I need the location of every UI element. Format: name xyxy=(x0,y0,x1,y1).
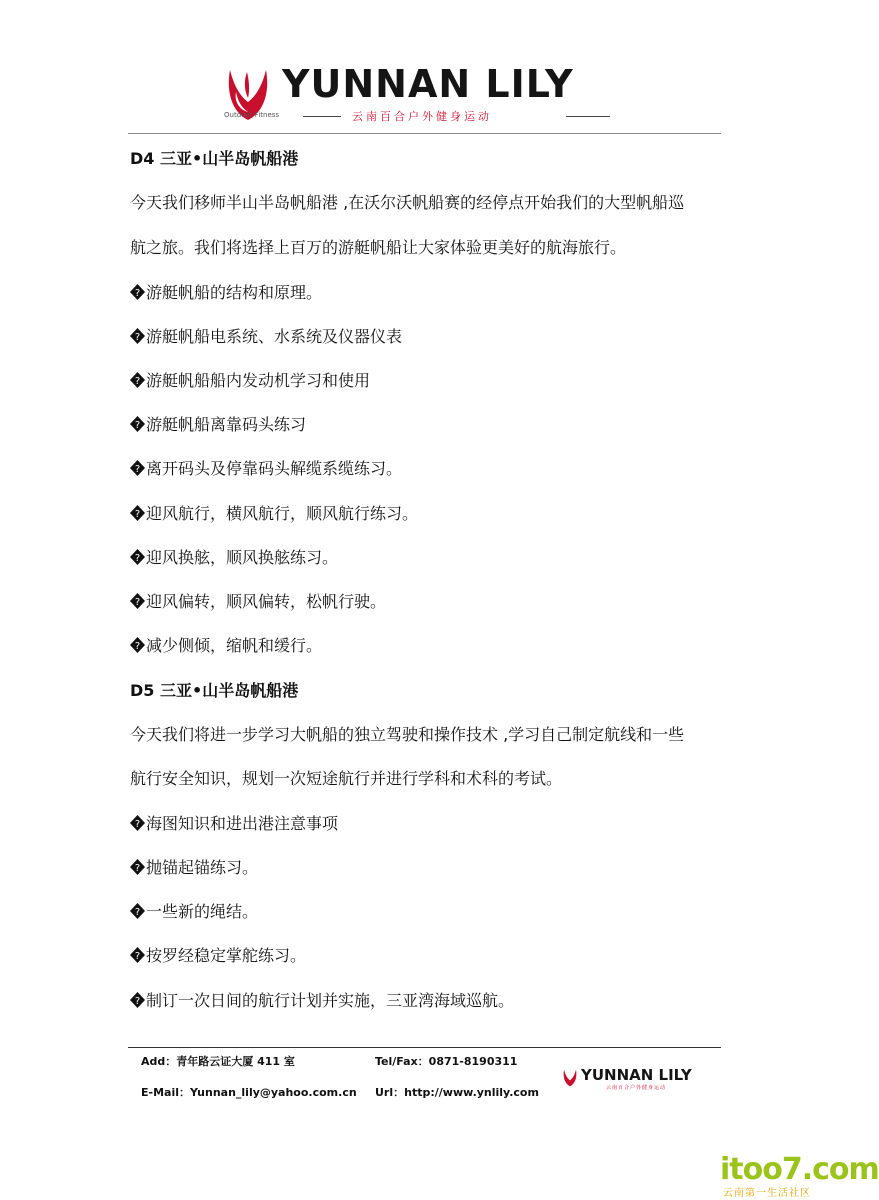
list-item-text: 离开码头及停靠码头解缆系缆练习。 xyxy=(146,459,403,478)
replacement-char-icon xyxy=(130,637,145,653)
svg-text:?: ? xyxy=(134,641,141,652)
replacement-char-icon xyxy=(130,903,145,919)
footer-brand: YUNNAN LILY xyxy=(581,1066,692,1084)
tagline-rule-right xyxy=(566,116,610,117)
list-item-text: 游艇帆船离靠码头练习 xyxy=(146,415,307,434)
replacement-char-icon xyxy=(130,992,145,1008)
replacement-char-icon xyxy=(130,815,145,831)
replacement-char-icon xyxy=(130,328,145,344)
svg-text:?: ? xyxy=(134,420,141,431)
list-item-text: 抛锚起锚练习。 xyxy=(146,858,259,877)
header-divider xyxy=(128,133,721,134)
d5-paragraph-line: 航行安全知识，规划一次短途航行并进行学科和术科的考试。 xyxy=(130,769,563,788)
d4-paragraph-line: 航之旅。我们将选择上百万的游艇帆船让大家体验更美好的航海旅行。 xyxy=(130,238,627,257)
list-item xyxy=(130,283,322,303)
lily-logo-icon xyxy=(561,1067,579,1087)
list-item xyxy=(130,636,322,656)
tagline-en: Outdoor Fitness xyxy=(224,111,280,119)
list-item xyxy=(130,504,418,524)
list-item-text: 迎风换舷，顺风换舷练习。 xyxy=(146,548,339,567)
list-item-text: 减少侧倾，缩帆和缓行。 xyxy=(146,636,323,655)
svg-text:?: ? xyxy=(134,907,141,918)
replacement-char-icon xyxy=(130,593,145,609)
page-header xyxy=(0,0,848,140)
list-item-text: 迎风航行，横风航行，顺风航行练习。 xyxy=(146,504,419,523)
replacement-char-icon xyxy=(130,284,145,300)
footer-tagline: 云南百合户外健身运动 xyxy=(606,1085,667,1091)
list-item-text: 制订一次日间的航行计划并实施，三亚湾海域巡航。 xyxy=(146,991,515,1010)
d5-paragraph-line: 今天我们将进一步学习大帆船的独立驾驶和操作技术 ,学习自己制定航线和一些 xyxy=(130,725,685,744)
svg-text:?: ? xyxy=(134,819,141,830)
d5-heading: D5 三亚•山半岛帆船港 xyxy=(130,681,299,700)
svg-text:?: ? xyxy=(134,464,141,475)
list-item xyxy=(130,991,514,1011)
list-item-text: 游艇帆船的结构和原理。 xyxy=(146,283,323,302)
replacement-char-icon xyxy=(130,505,145,521)
footer-divider xyxy=(128,1047,721,1048)
list-item xyxy=(130,327,402,347)
list-item-text: 迎风偏转，顺风偏转，松帆行驶。 xyxy=(146,592,387,611)
brand-title: YUNNAN LILY xyxy=(282,62,574,106)
list-item-text: 游艇帆船船内发动机学习和使用 xyxy=(146,371,371,390)
replacement-char-icon xyxy=(130,947,145,963)
watermark-subtitle: 云南第一生活社区 xyxy=(723,1188,811,1199)
list-item-text: 游艇帆船电系统、水系统及仪器仪表 xyxy=(146,327,403,346)
svg-text:?: ? xyxy=(134,509,141,520)
svg-text:?: ? xyxy=(134,376,141,387)
list-item xyxy=(130,415,306,435)
tagline-cn: 云南百合户外健身运动 xyxy=(352,110,492,123)
replacement-char-icon xyxy=(130,372,145,388)
list-item xyxy=(130,548,338,568)
list-item xyxy=(130,592,386,612)
list-item-text: 一些新的绳结。 xyxy=(146,902,259,921)
svg-text:?: ? xyxy=(134,863,141,874)
svg-text:?: ? xyxy=(134,597,141,608)
replacement-char-icon xyxy=(130,416,145,432)
replacement-char-icon xyxy=(130,460,145,476)
list-item xyxy=(130,371,370,391)
list-item xyxy=(130,902,258,922)
footer-url: Url：http://www.ynlily.com xyxy=(375,1086,539,1099)
list-item-text: 海图知识和进出港注意事项 xyxy=(146,814,339,833)
replacement-char-icon xyxy=(130,549,145,565)
svg-text:?: ? xyxy=(134,332,141,343)
list-item xyxy=(130,814,338,834)
list-item xyxy=(130,946,306,966)
d4-heading: D4 三亚•山半岛帆船港 xyxy=(130,149,299,168)
watermark: itoo7.com xyxy=(720,1152,879,1187)
list-item xyxy=(130,459,402,479)
tagline-rule-left xyxy=(303,116,341,117)
svg-text:?: ? xyxy=(134,996,141,1007)
list-item-text: 按罗经稳定掌舵练习。 xyxy=(146,946,307,965)
d4-paragraph-line: 今天我们移师半山半岛帆船港 ,在沃尔沃帆船赛的经停点开始我们的大型帆船巡 xyxy=(130,193,685,212)
svg-text:?: ? xyxy=(134,553,141,564)
replacement-char-icon xyxy=(130,859,145,875)
list-item xyxy=(130,858,258,878)
footer-email: E-Mail：Yunnan_lily@yahoo.com.cn xyxy=(141,1086,357,1099)
svg-text:?: ? xyxy=(134,951,141,962)
footer-address: Add：青年路云证大厦 411 室 xyxy=(141,1055,295,1068)
svg-text:?: ? xyxy=(134,288,141,299)
footer-phone: Tel/Fax：0871-8190311 xyxy=(375,1055,518,1068)
